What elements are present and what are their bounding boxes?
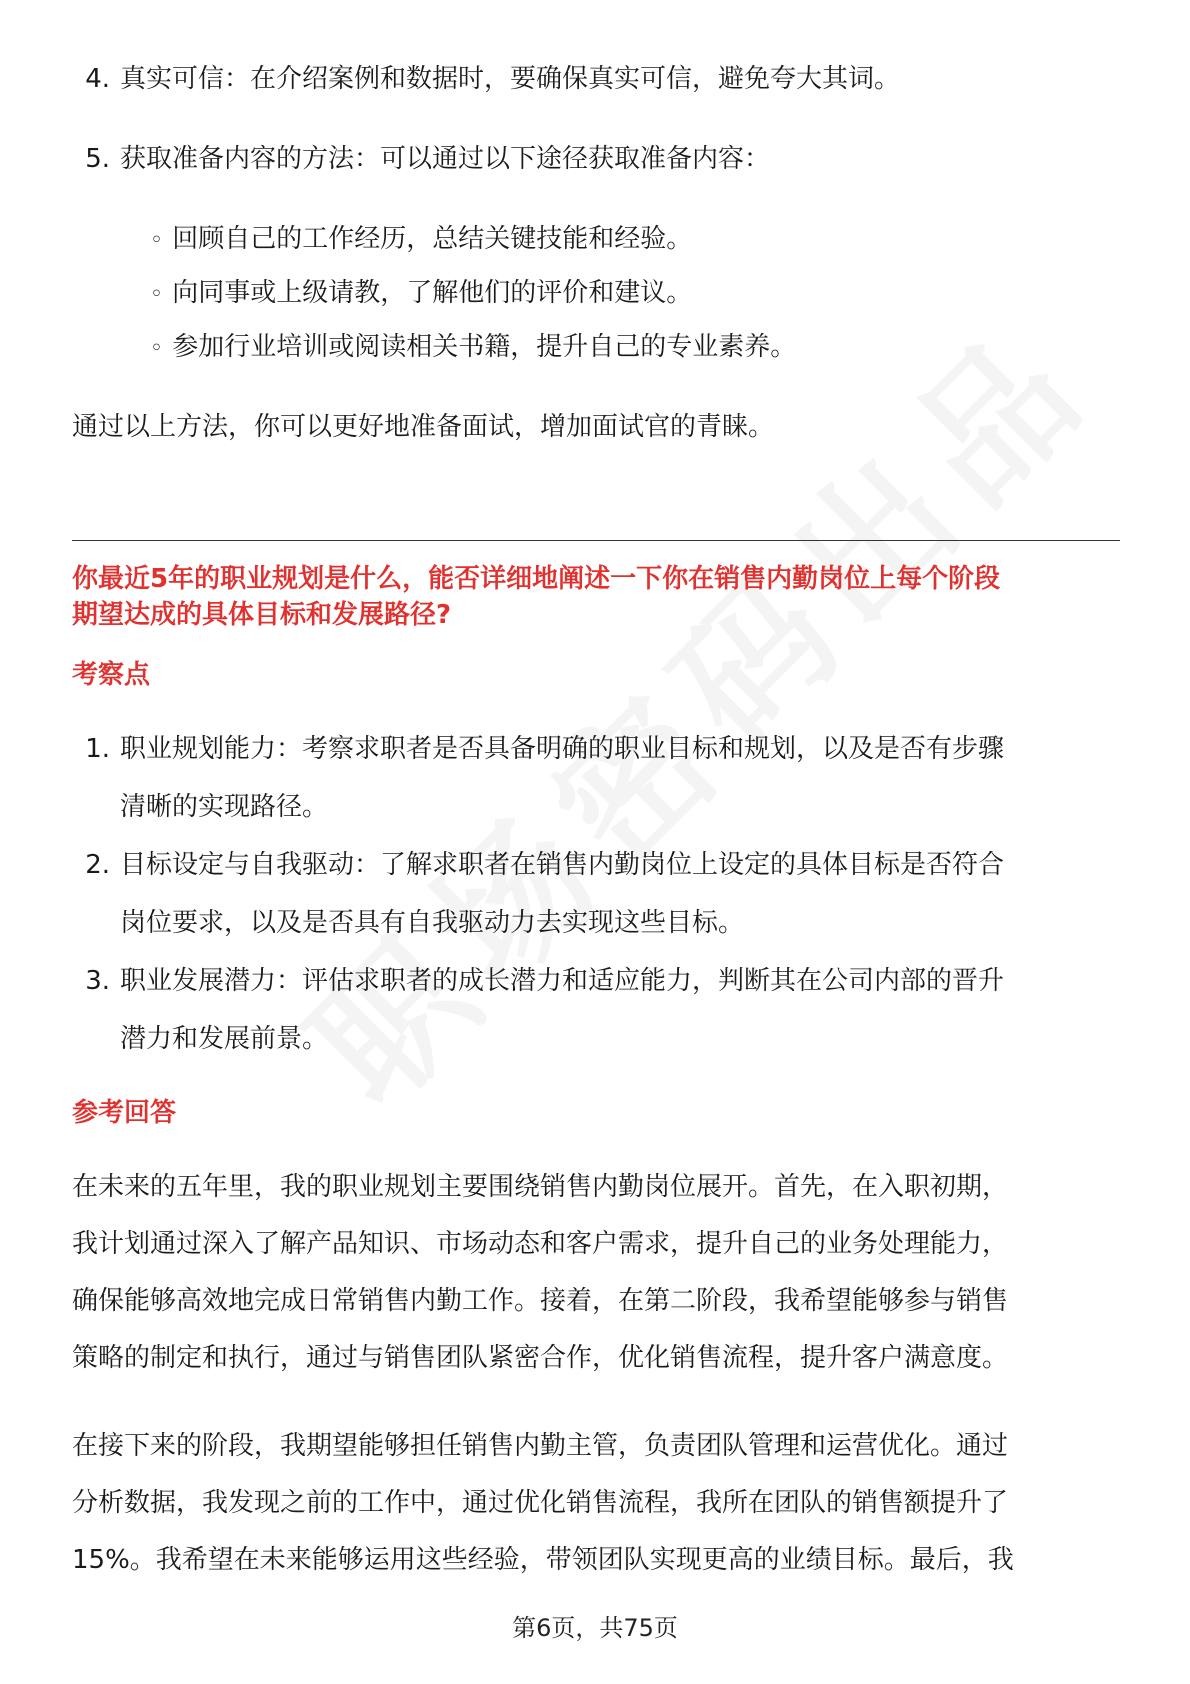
answer-line: 在接下来的阶段，我期望能够担任销售内勤主管，负责团队管理和运营优化。通过 [72,1431,1009,1461]
list-number: 3. [85,966,110,996]
answer-line: 15%。我希望在未来能够运用这些经验，带领团队实现更高的业绩目标。最后，我 [72,1545,1014,1575]
circle-bullet-icon: ◦ [150,282,163,307]
list-text: 获取准备内容的方法：可以通过以下途径获取准备内容： [120,144,771,174]
summary-text: 通过以上方法，你可以更好地准备面试，增加面试官的青睐。 [72,412,775,442]
list-number: 5. [85,144,110,174]
section-title-examination-points: 考察点 [72,660,151,690]
sub-bullet-item [150,222,692,258]
list-number: 2. [85,850,110,880]
bullet-text: 参加行业培训或阅读相关书籍，提升自己的专业素养。 [172,332,797,362]
list-text: 目标设定与自我驱动：了解求职者在销售内勤岗位上设定的具体目标是否符合 [120,850,1005,880]
sub-bullet-item [150,330,796,366]
list-item [72,848,1004,882]
list-number: 1. [85,734,110,764]
answer-line: 分析数据，我发现之前的工作中，通过优化销售流程，我所在团队的销售额提升了 [72,1488,1009,1518]
list-item [72,964,1004,998]
bullet-text: 向同事或上级请教，了解他们的评价和建议。 [172,278,693,308]
section-title-reference-answer: 参考回答 [72,1098,177,1128]
answer-line: 我计划通过深入了解产品知识、市场动态和客户需求，提升自己的业务处理能力， [72,1229,1009,1259]
list-text-continuation: 潜力和发展前景。 [120,1024,329,1054]
bullet-text: 回顾自己的工作经历，总结关键技能和经验。 [172,224,693,254]
list-text: 真实可信：在介绍案例和数据时，要确保真实可信，避免夸大其词。 [120,64,901,94]
list-item [72,142,770,176]
sub-bullet-item [150,276,692,312]
list-text: 职业发展潜力：评估求职者的成长潜力和适应能力，判断其在公司内部的晋升 [120,966,1005,996]
list-text-continuation: 清晰的实现路径。 [120,792,329,822]
list-item [72,732,1004,766]
list-item [72,62,900,96]
question-line-2: 期望达成的具体目标和发展路径? [72,600,452,630]
answer-line: 确保能够高效地完成日常销售内勤工作。接着，在第二阶段，我希望能够参与销售 [72,1286,1009,1316]
page-footer: 第6页，共75页 [512,1614,678,1642]
section-divider [72,540,1120,541]
list-text: 职业规划能力：考察求职者是否具备明确的职业目标和规划，以及是否有步骤 [120,734,1005,764]
answer-line: 策略的制定和执行，通过与销售团队紧密合作，优化销售流程，提升客户满意度。 [72,1343,1009,1373]
answer-line: 在未来的五年里，我的职业规划主要围绕销售内勤岗位展开。首先，在入职初期， [72,1172,1009,1202]
question-line-1: 你最近5年的职业规划是什么，能否详细地阐述一下你在销售内勤岗位上每个阶段 [72,564,1001,594]
list-text-continuation: 岗位要求，以及是否具有自我驱动力去实现这些目标。 [120,908,745,938]
circle-bullet-icon: ◦ [150,336,163,361]
circle-bullet-icon: ◦ [150,228,163,253]
list-number: 4. [85,64,110,94]
